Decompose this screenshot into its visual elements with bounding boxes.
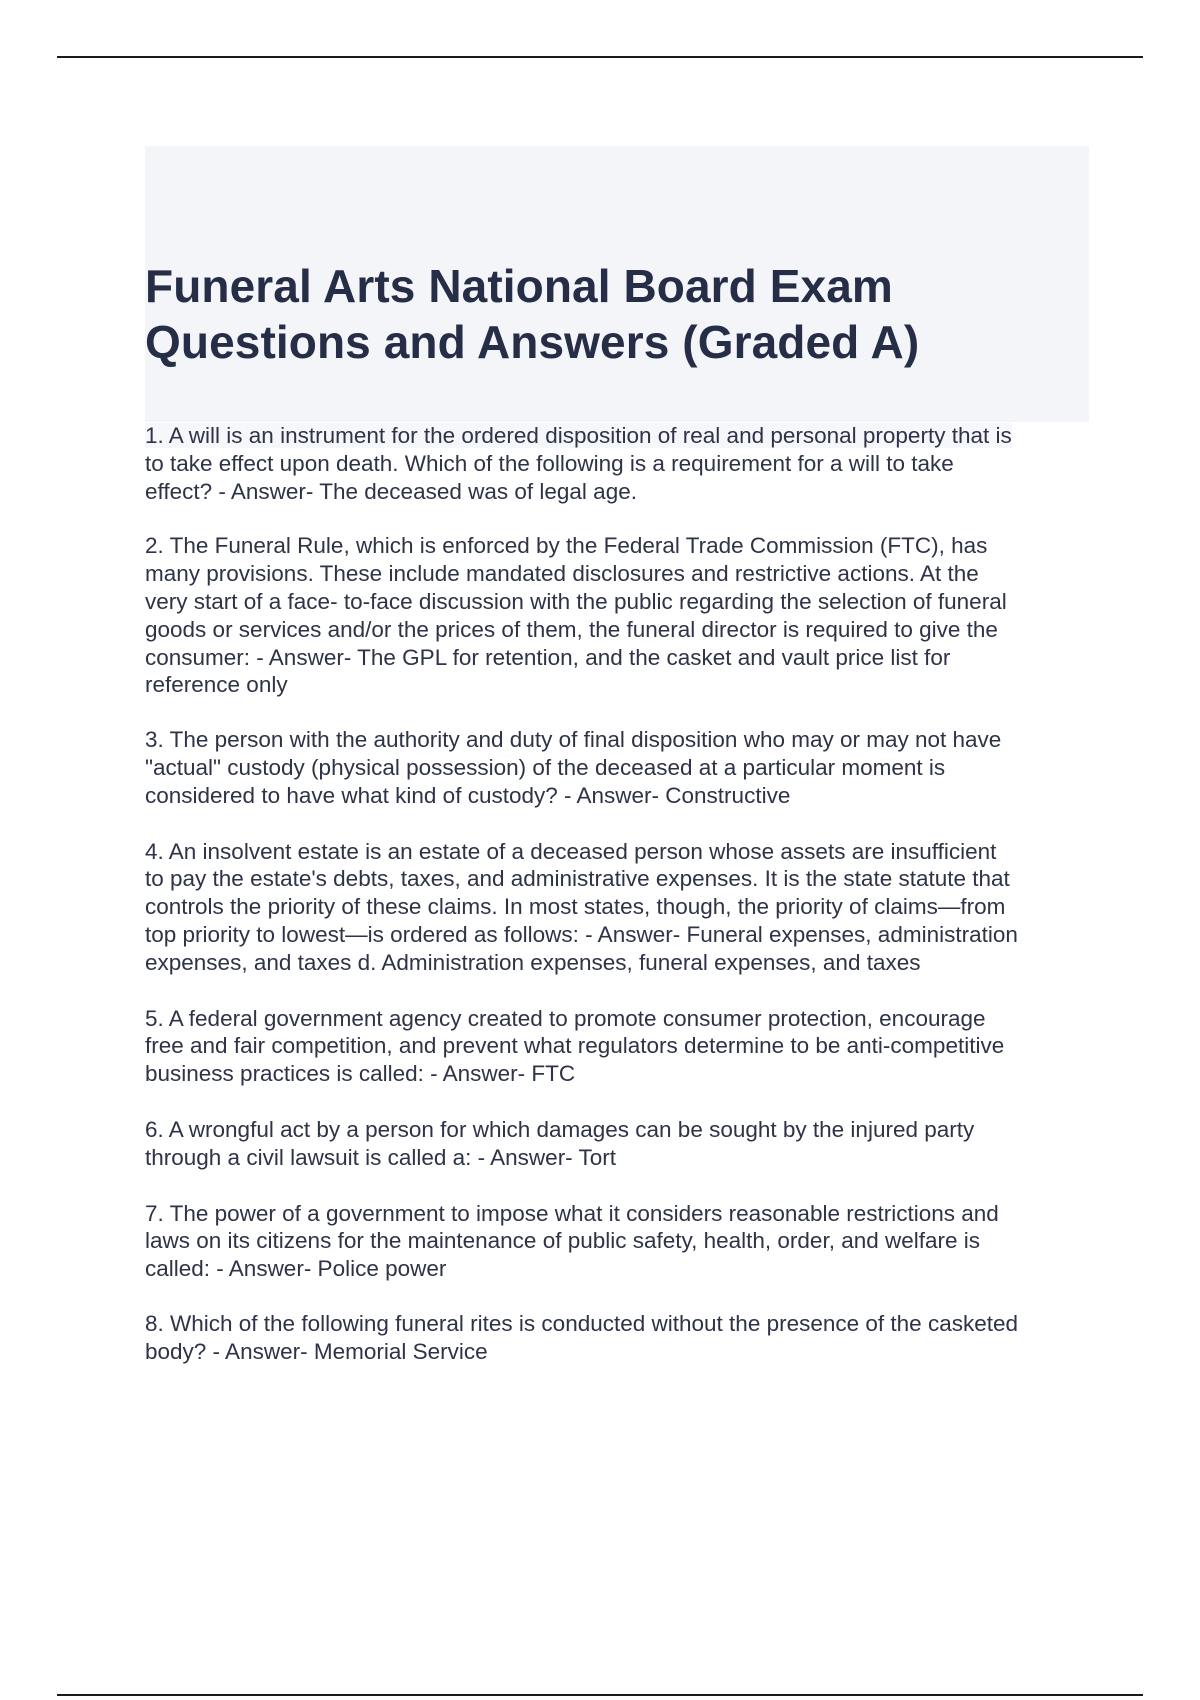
- question-4-line-1: 4. An insolvent estate is an estate of a deceased person whose assets are insufficient: [145, 838, 997, 864]
- question-8-line-2: body? - Answer- Memorial Service: [145, 1338, 488, 1364]
- question-7: [145, 1200, 1089, 1283]
- bottom-rule: [57, 1694, 1143, 1696]
- question-2-line-5: consumer: - Answer- The GPL for retention, and the casket and vault price list for: [145, 644, 951, 670]
- question-4-line-4: top priority to lowest—is ordered as follows: - Answer- Funeral expenses, administration: [145, 921, 1018, 947]
- question-1-line-3: effect? - Answer- The deceased was of legal age.: [145, 478, 637, 504]
- question-8: [145, 1310, 1089, 1366]
- question-2-line-4: goods or services and/or the prices of them, the funeral director is required to give the: [145, 616, 998, 642]
- question-3-line-2: "actual" custody (physical possession) of the deceased at a particular moment is: [145, 754, 946, 780]
- title-line-1: Funeral Arts National Board Exam: [145, 260, 893, 312]
- question-5-line-3: business practices is called: - Answer- FTC: [145, 1061, 576, 1087]
- question-7-line-1: 7. The power of a government to impose what it considers reasonable restrictions and: [145, 1200, 999, 1226]
- question-7-line-3: called: - Answer- Police power: [145, 1256, 447, 1282]
- question-3: [145, 726, 1089, 809]
- question-1: [145, 422, 1089, 505]
- question-3-line-3: considered to have what kind of custody? - Answer- Constructive: [145, 782, 791, 808]
- top-rule: [57, 56, 1143, 58]
- question-list: [145, 422, 1089, 1366]
- question-6: [145, 1116, 1089, 1172]
- document-content: [145, 146, 1089, 1366]
- question-6-line-2: through a civil lawsuit is called a: - Answer- Tort: [145, 1144, 617, 1170]
- question-2-line-3: very start of a face- to-face discussion with the public regarding the selection of funeral: [145, 588, 1007, 614]
- question-4-line-5: expenses, and taxes d. Administration expenses, funeral expenses, and taxes: [145, 949, 921, 975]
- question-8-line-1: 8. Which of the following funeral rites is conducted without the presence of the casketed: [145, 1310, 1018, 1336]
- question-2-line-1: 2. The Funeral Rule, which is enforced by the Federal Trade Commission (FTC), has: [145, 533, 988, 559]
- document-title: [145, 258, 919, 370]
- question-1-line-1: 1. A will is an instrument for the ordered disposition of real and personal property that is: [145, 423, 1012, 448]
- question-5-line-1: 5. A federal government agency created to promote consumer protection, encourage: [145, 1005, 986, 1031]
- title-banner: [145, 146, 1089, 422]
- title-line-2: Questions and Answers (Graded A): [145, 316, 920, 368]
- question-4-line-3: controls the priority of these claims. In most states, though, the priority of claims—from: [145, 894, 1006, 920]
- question-4-line-2: to pay the estate's debts, taxes, and administrative expenses. It is the state statute that: [145, 866, 1010, 892]
- question-2-line-6: reference only: [145, 672, 288, 698]
- question-7-line-2: laws on its citizens for the maintenance of public safety, health, order, and welfare is: [145, 1228, 981, 1254]
- question-1-line-2: to take effect upon death. Which of the following is a requirement for a will to take: [145, 450, 954, 476]
- question-6-line-1: 6. A wrongful act by a person for which damages can be sought by the injured party: [145, 1116, 975, 1142]
- question-2-line-2: many provisions. These include mandated disclosures and restrictive actions. At the: [145, 561, 979, 587]
- question-4: [145, 838, 1089, 977]
- question-2: [145, 532, 1089, 699]
- question-5: [145, 1005, 1089, 1088]
- question-5-line-2: free and fair competition, and prevent what regulators determine to be anti-competitive: [145, 1033, 1005, 1059]
- question-3-line-1: 3. The person with the authority and duty of final disposition who may or may not have: [145, 727, 1002, 753]
